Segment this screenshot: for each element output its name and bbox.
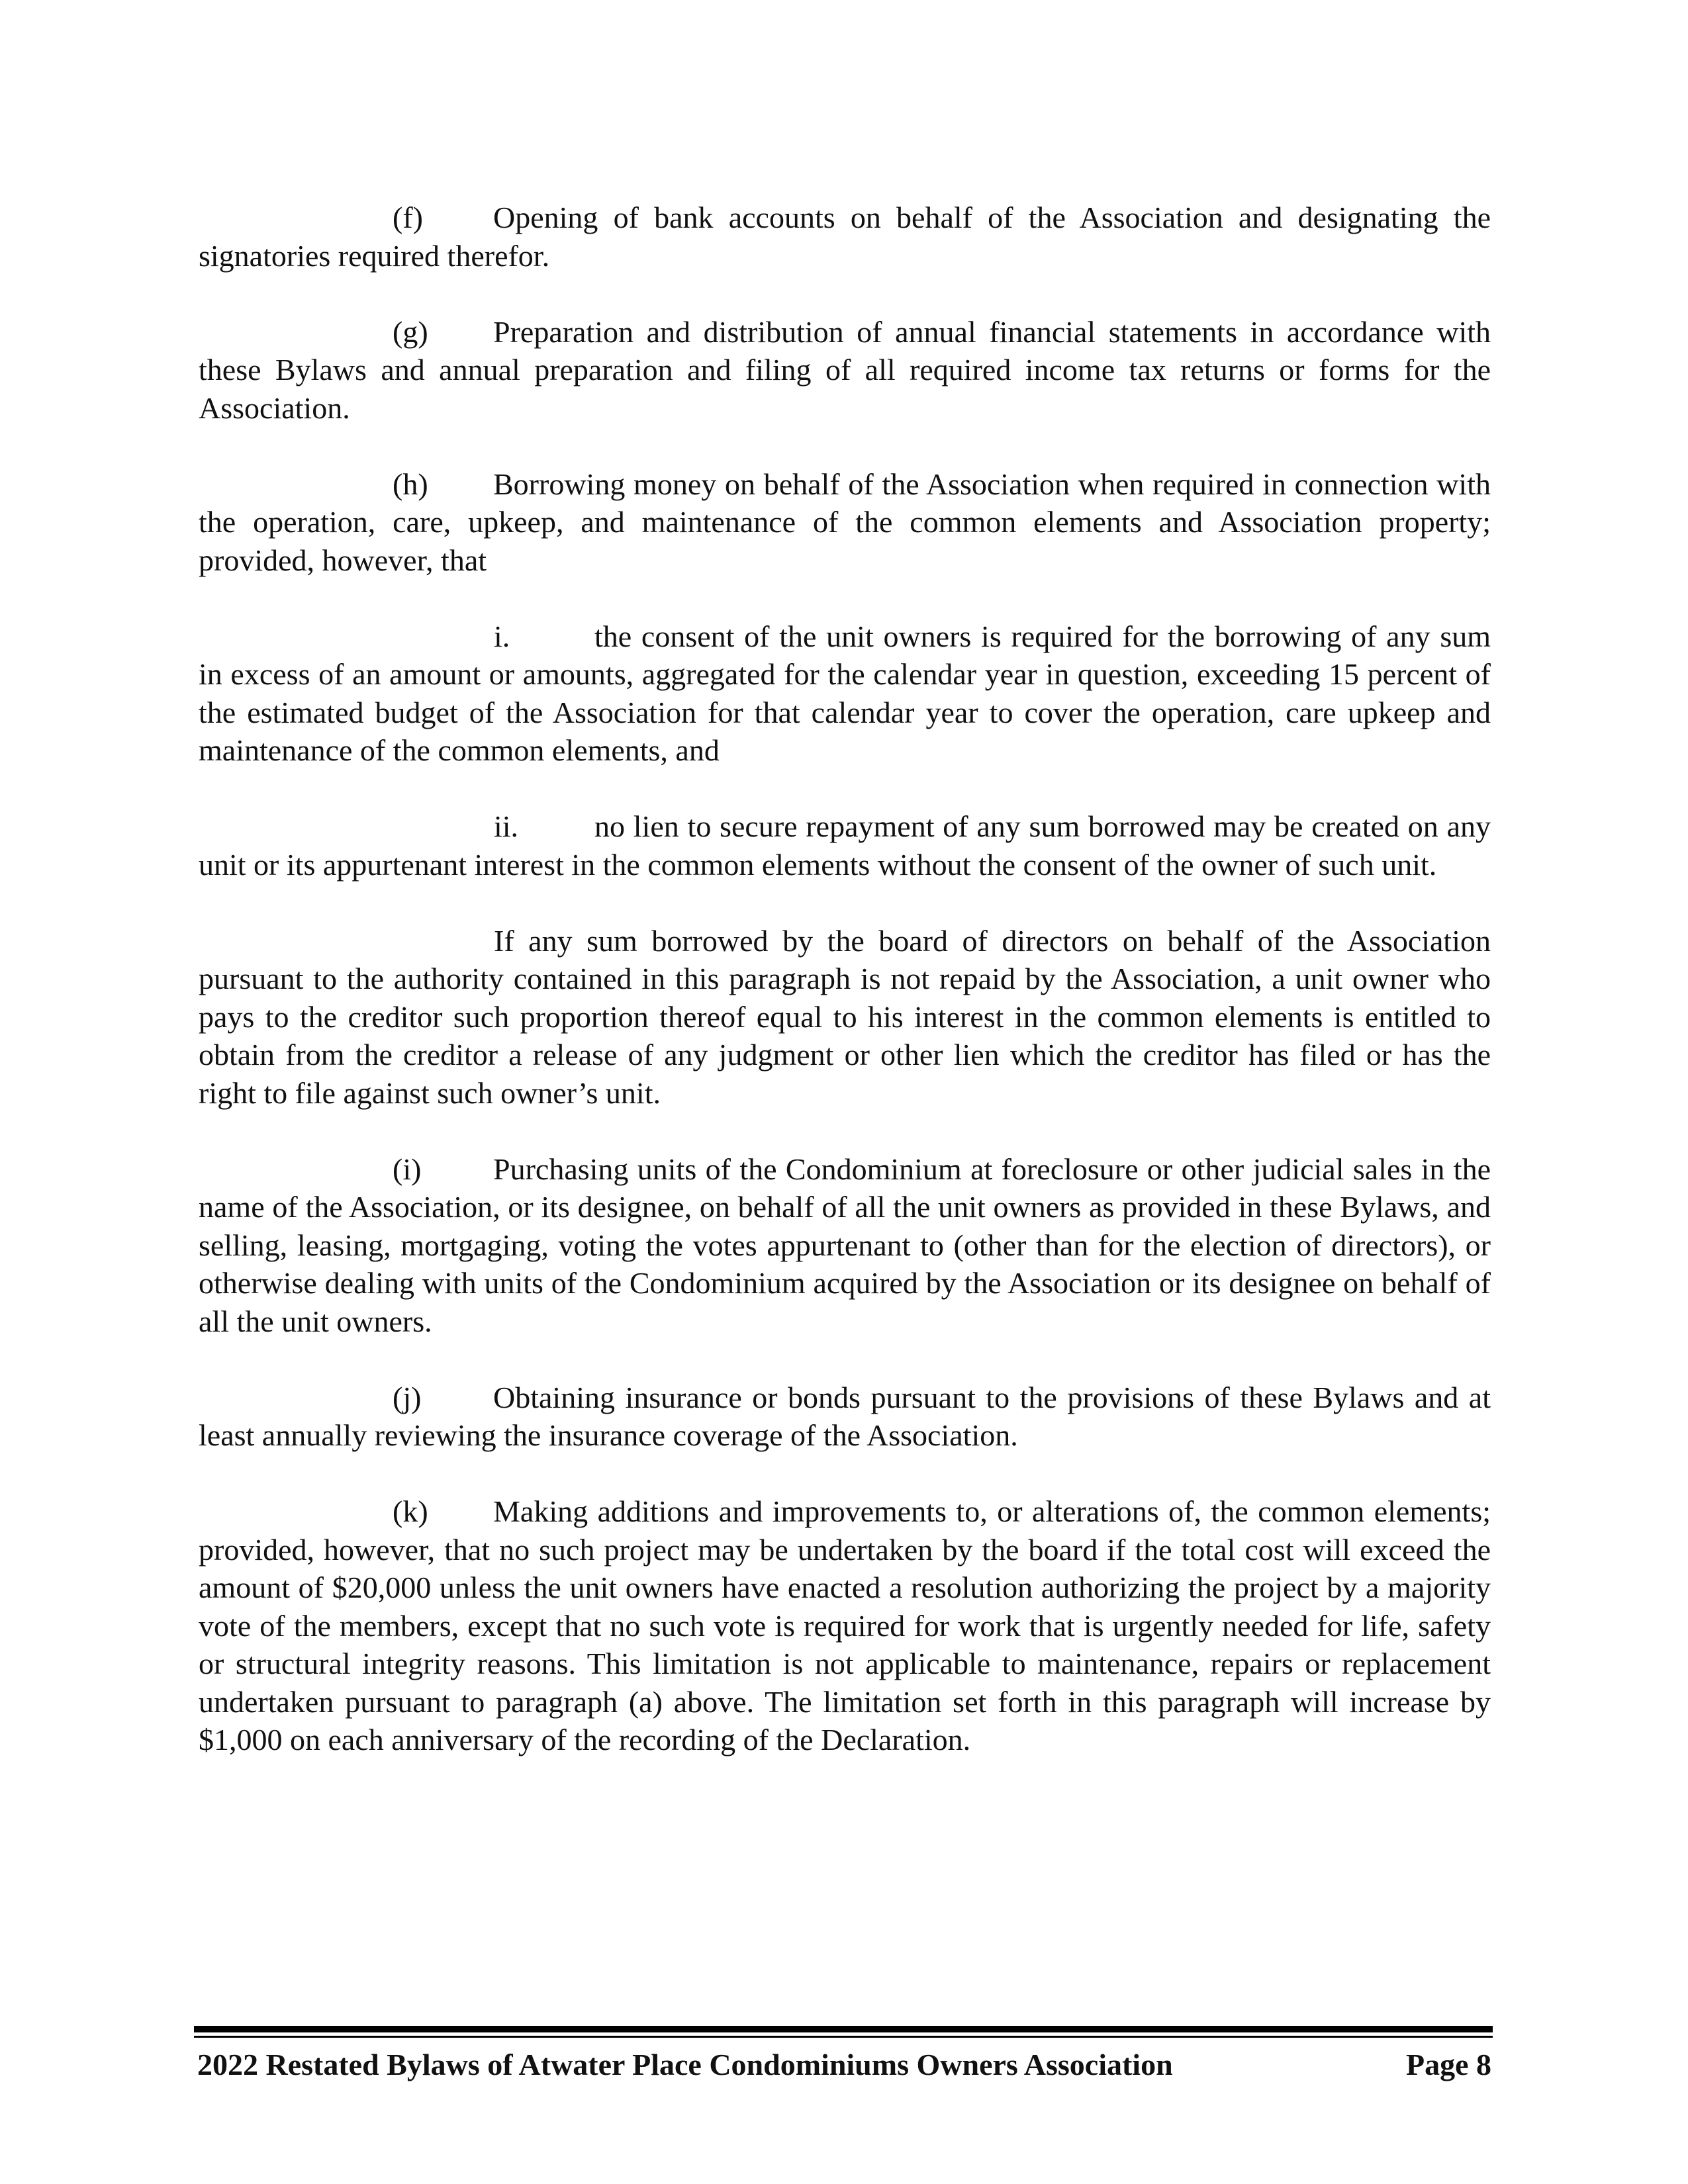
paragraph-text: Opening of bank accounts on behalf of the Association and designating the signatories required therefor. [199,201,1491,273]
footer-page-number: Page 8 [1405,2048,1491,2081]
paragraph-text: Purchasing units of the Condominium at foreclosure or other judicial sales in the name of the Association, or its designee, on behalf of all the unit owners as provided in these Bylaws, and selling, leasing, mortgaging, voting the votes appurtenant to (other than for the election of directors), or otherwise dealing with units of the Condominium acquired by the Association or its designee on behalf of all the unit owners. [199,1152,1491,1338]
footer-rule-thin [194,2036,1493,2038]
paragraph-label: i. [494,619,510,653]
paragraph-label: (h) [393,467,428,501]
paragraph-j [199,1379,1491,1455]
document-body [199,199,1491,1759]
paragraph-text: Making additions and improvements to, or alterations of, the common elements; provided, however, that no such project may be undertaken by the board if the total cost will exceed the amount of $20,000 unless the unit owners have enacted a resolution authorizing the project by a majority vote of the members, except that no such vote is required for work that is urgently needed for life, safety or structural integrity reasons. This limitation is not applicable to maintenance, repairs or replacement undertaken pursuant to paragraph (a) above. The limitation set forth in this paragraph will increase by $1,000 on each anniversary of the recording of the Declaration. [199,1494,1491,1756]
paragraph-label: (i) [393,1152,422,1186]
paragraph-text: the consent of the unit owners is required for the borrowing of any sum in excess of an amount or amounts, aggregated for the calendar year in question, exceeding 15 percent of the estimated budget of the Association for that calendar year to cover the operation, care upkeep and maintenance of the common elements, and [199,619,1491,767]
paragraph-f [199,199,1491,275]
paragraph-text: If any sum borrowed by the board of directors on behalf of the Association pursuant to the authority contained in this paragraph is not repaid by the Association, a unit owner who pays to the creditor such proportion thereof equal to his interest in the common elements is entitled to obtain from the creditor a release of any judgment or other lien which the creditor has filed or has the right to file against such owner’s unit. [199,923,1491,1110]
subparagraph-i [199,617,1491,770]
paragraph-label: (g) [393,314,428,349]
paragraph-i [199,1150,1491,1341]
paragraph-text: Preparation and distribution of annual financial statements in accordance with these Bylaws and annual preparation and filing of all required income tax returns or forms for the Association. [199,314,1491,425]
paragraph-h [199,465,1491,580]
footer-document-title: 2022 Restated Bylaws of Atwater Place Condominiums Owners Association [197,2048,1173,2081]
paragraph-label: ii. [494,809,519,843]
paragraph-label: (k) [393,1494,428,1528]
borrowing-note-paragraph [199,922,1491,1113]
paragraph-text: Borrowing money on behalf of the Association when required in connection with the operation, care, upkeep, and maintenance of the common elements and Association property; provided, however, that [199,467,1491,577]
paragraph-k [199,1492,1491,1759]
subparagraph-ii [199,807,1491,884]
paragraph-label: (f) [393,201,423,234]
footer-rule-thick [194,2026,1493,2032]
paragraph-text: no lien to secure repayment of any sum borrowed may be created on any unit or its appurtenant interest in the common elements without the consent of the owner of such unit. [199,809,1491,882]
paragraph-text: Obtaining insurance or bonds pursuant to the provisions of these Bylaws and at least annually reviewing the insurance coverage of the Association. [199,1380,1491,1452]
paragraph-g [199,313,1491,428]
paragraph-label: (j) [393,1380,422,1414]
